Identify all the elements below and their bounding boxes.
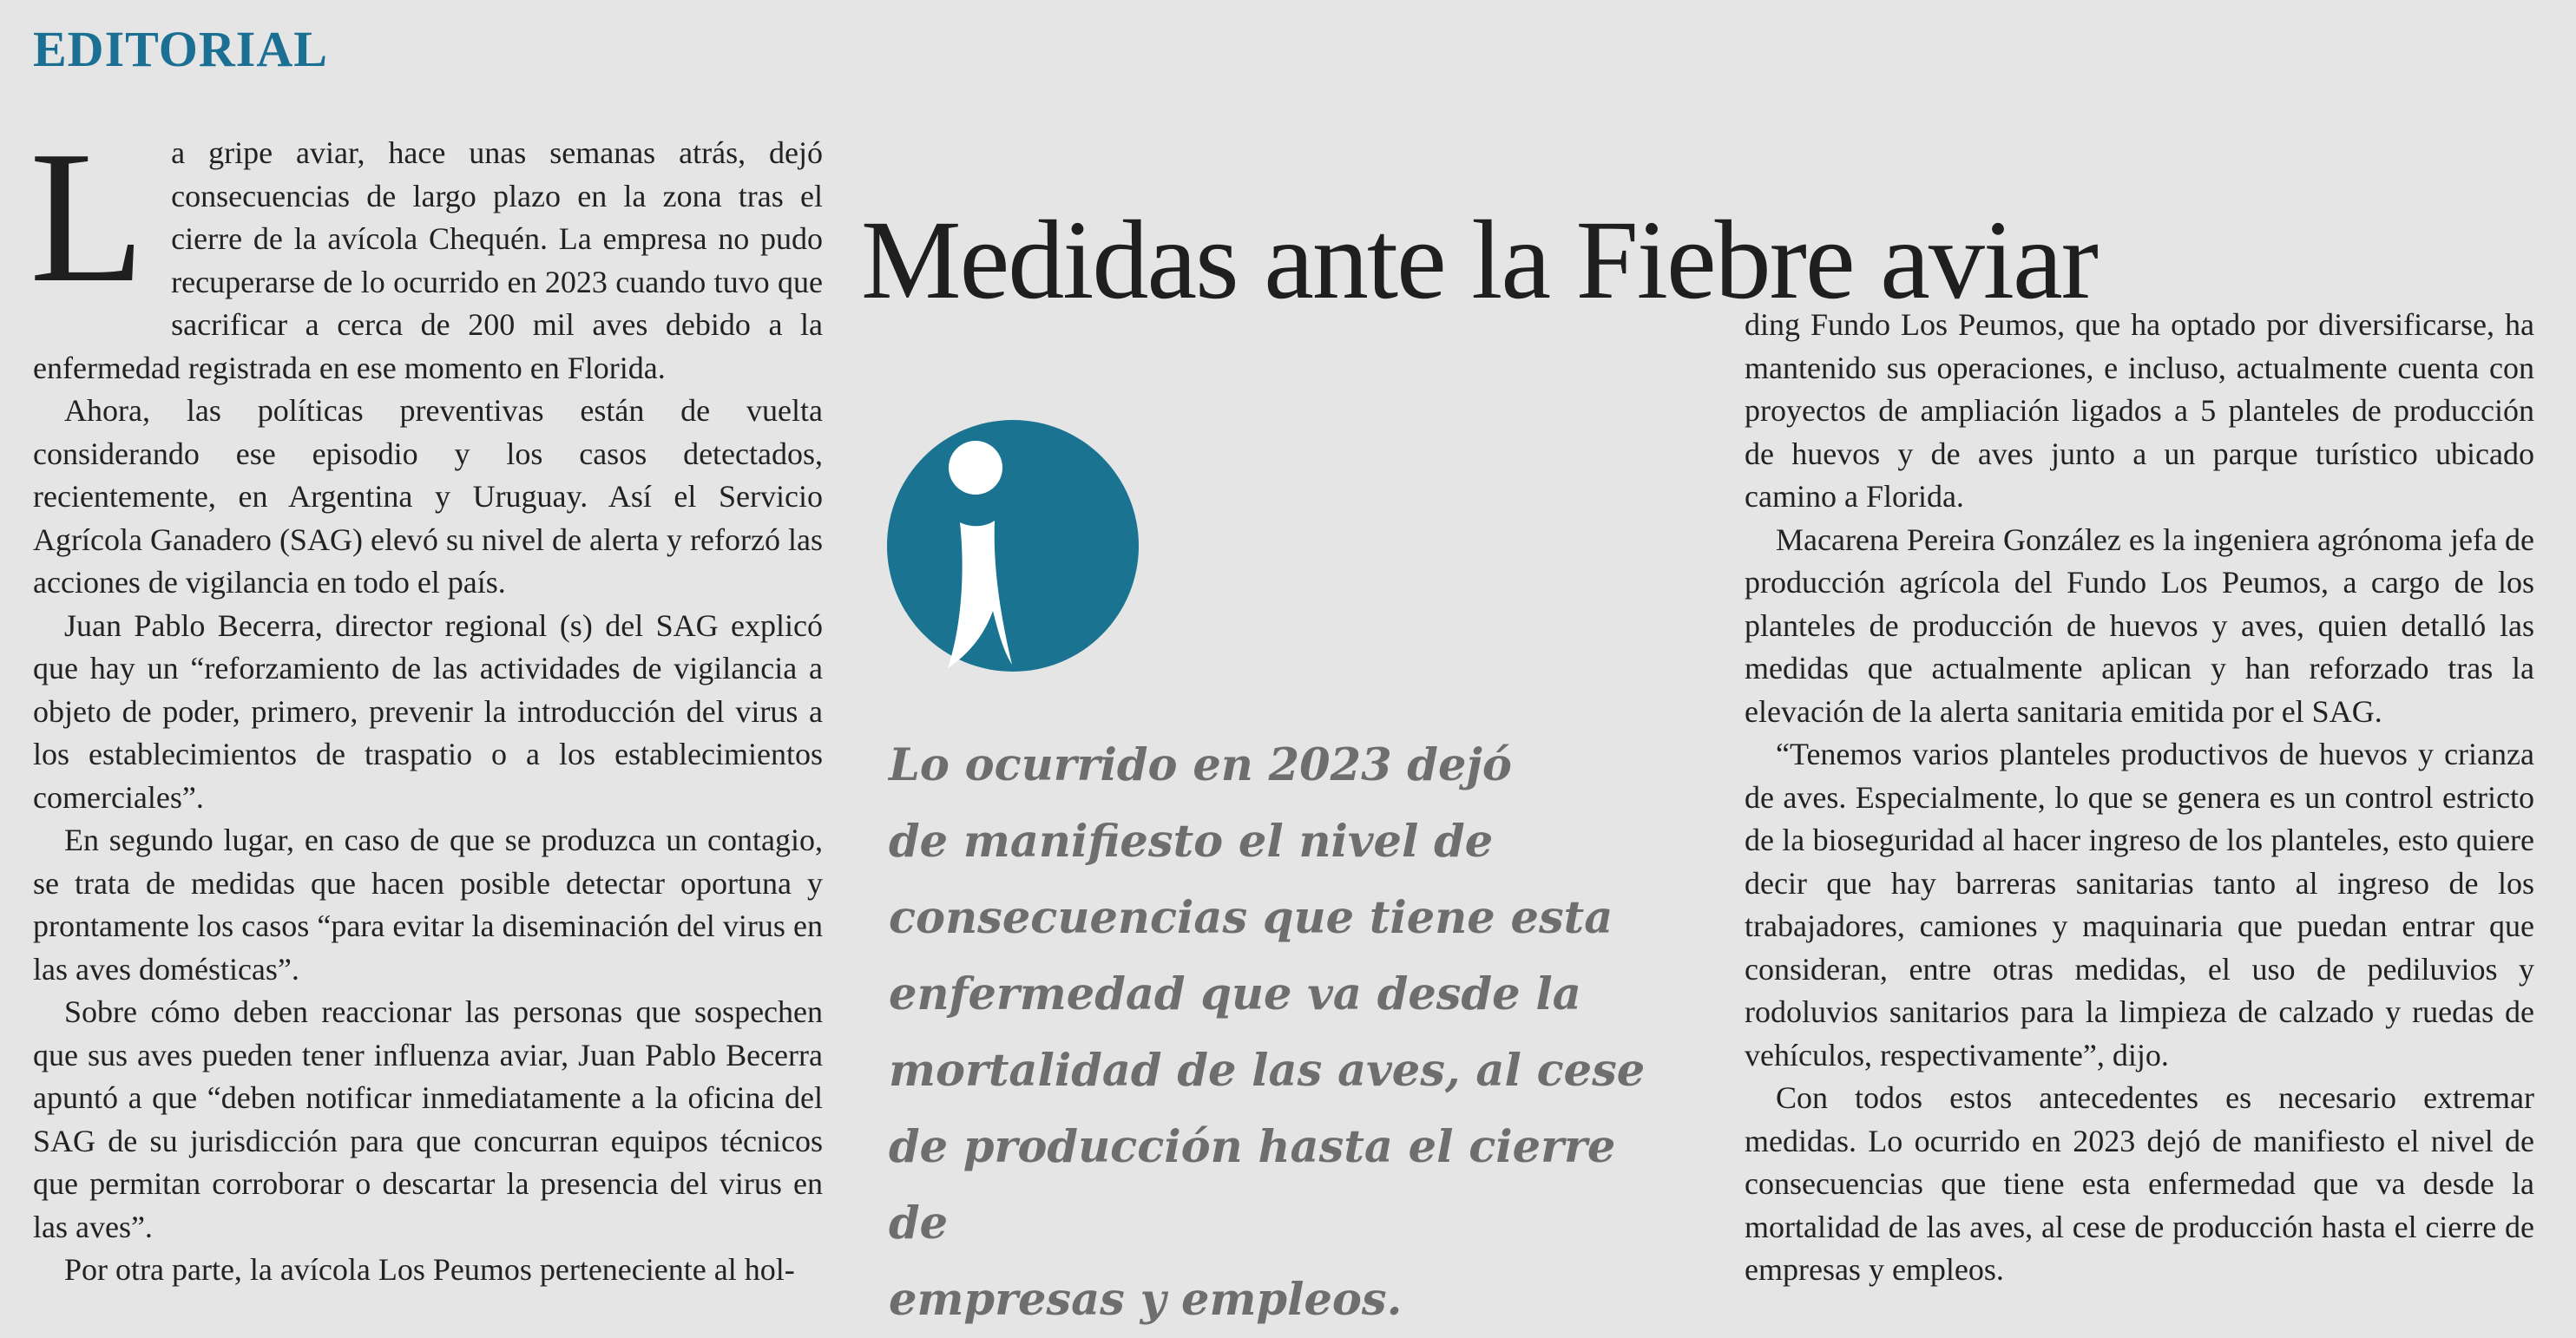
body-paragraph: Juan Pablo Becerra, director regional (s) del SAG explicó que hay un “reforzamiento de las actividades de vigilancia a objeto de poder, primero, prevenir la introducción del virus a los establecimientos de traspatio o a los establecimientos comerciales”. [33, 607, 823, 815]
body-paragraph: “Tenemos varios planteles productivos de huevos y crianza de aves. Especialmente, lo que se genera es un control estricto de la bioseguridad al hacer ingreso de los planteles, esto quiere decir que hay barreras sanitarias tanto al ingreso de los trabajadores, camiones y maquinaria que puedan entrar que consideran, entre otras medidas, el uso de pediluvios y rodoluvios sanitarios para la limpieza de calzado y ruedas de vehículos, respectivamente”, dijo. [1745, 737, 2534, 1072]
body-paragraph: ding Fundo Los Peumos, que ha optado por diversificarse, ha mantenido sus operaciones, e incluso, actualmente cuenta con proyectos de ampliación ligados a 5 planteles de producción de huevos y de aves junto a un parque turístico ubicado camino a Florida. [1745, 307, 2534, 514]
info-icon [887, 420, 1139, 672]
body-paragraph: Macarena Pereira González es la ingeniera agrónoma jefa de producción agrícola del Fundo Los Peumos, a cargo de los planteles de producción de huevos y aves, quien detalló las medidas que actualmente aplican y han reforzado tras la elevación de la alerta sanitaria emitida por el SAG. [1745, 521, 2534, 729]
right-column [1745, 304, 2534, 1292]
body-paragraph: Ahora, las políticas preventivas están de vuelta considerando ese episodio y los casos detectados, recientemente, en Argentina y Uruguay. Así el Servicio Agrícola Ganadero (SAG) elevó su nivel de alerta y reforzó las acciones de vigilancia en todo el país. [33, 393, 823, 600]
body-paragraph: Por otra parte, la avícola Los Peumos perteneciente al hol- [64, 1252, 795, 1287]
body-paragraph: Con todos estos antecedentes es necesario extremar medidas. Lo ocurrido en 2023 dejó de manifiesto el nivel de consecuencias que tiene esta enfermedad que va desde la mortalidad de las aves, al cese de producción hasta el cierre de empresas y empleos. [1745, 1080, 2534, 1287]
lead-paragraph-text: a gripe aviar, hace unas semanas atrás, dejó consecuencias de largo plazo en la zona tras el cierre de la avícola Chequén. La empresa no pudo recuperarse de lo ocurrido en 2023 cuando tuvo que sacrificar a cerca de 200 mil aves debido a la enfermedad registrada en ese momento en Florida. [33, 135, 823, 385]
body-paragraph: Sobre cómo deben reaccionar las personas que sospechen que sus aves pueden tener influenza aviar, Juan Pablo Becerra apuntó a que “deben notificar inmediatamente a la oficina del SAG de su jurisdicción para que concurran equipos técnicos que permitan corroborar o descartar la presencia del virus en las aves”. [33, 994, 823, 1244]
section-label: EDITORIAL [33, 21, 328, 77]
body-paragraph: En segundo lugar, en caso de que se produzca un contagio, se trata de medidas que hacen posible detectar oportuna y prontamente los casos “para evitar la diseminación del virus en las aves domésticas”. [33, 823, 823, 987]
drop-cap: L [30, 113, 146, 322]
left-column [30, 113, 823, 1292]
headline: Medidas ante la Fiebre aviar [861, 198, 2097, 324]
lead-paragraph [30, 113, 823, 390]
pull-quote: Lo ocurrido en 2023 dejó de manifiesto el nivel de consecuencias que tiene esta enfermedad que va desde la mortalidad de las aves, al cese de producción hasta el cierre de empresas y empleos. [889, 739, 1646, 1326]
